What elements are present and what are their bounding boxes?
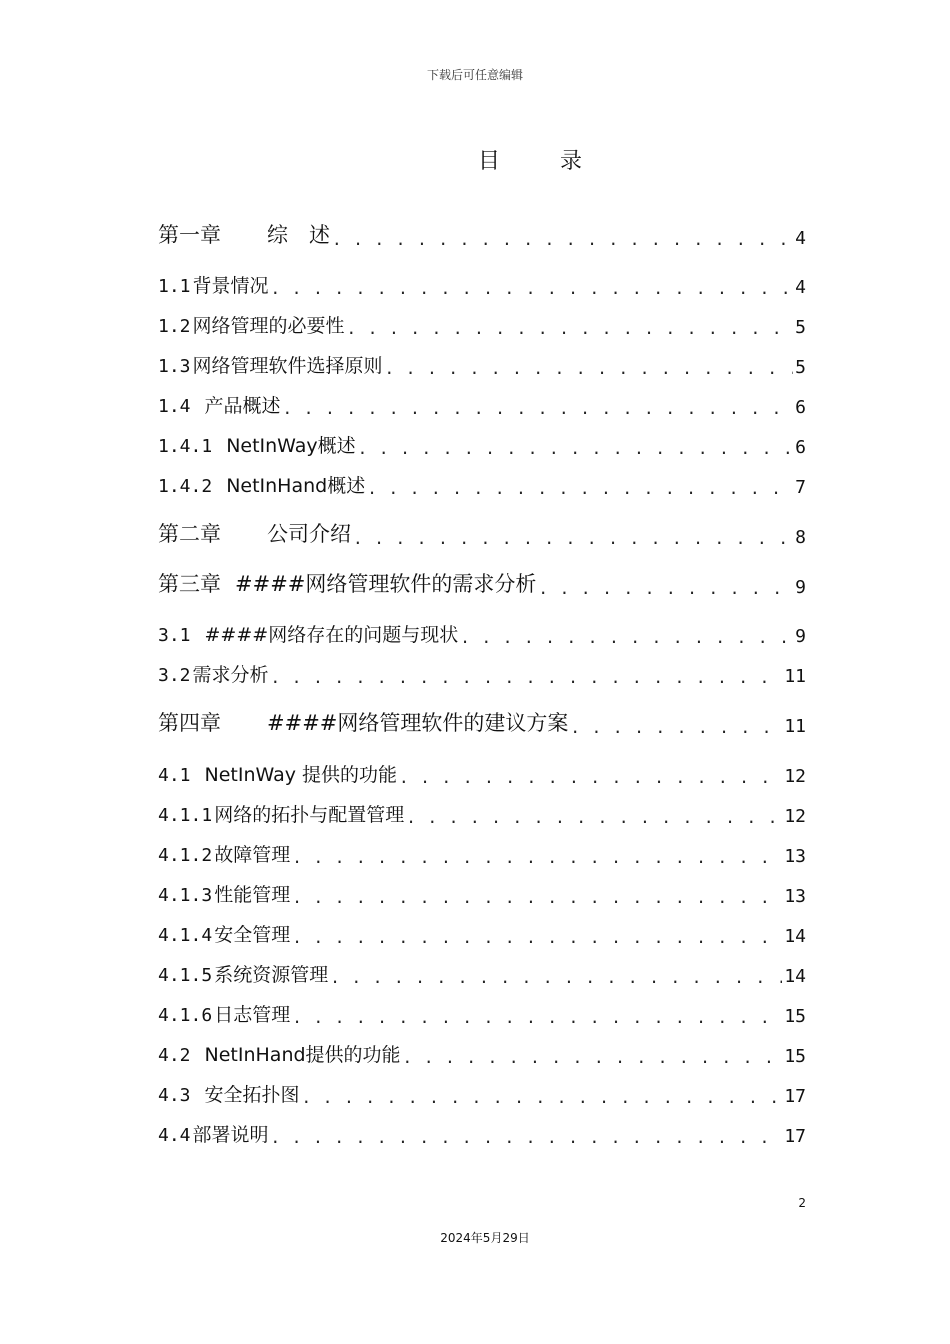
toc-entry-number: 4.3 [158,1085,191,1106]
toc-entry-page: 13 [784,846,806,867]
toc-entry[interactable] [158,1119,806,1147]
toc-entry-number: 第一章 [158,223,221,247]
toc-entry[interactable] [158,1079,806,1107]
toc-entry[interactable] [158,709,806,737]
toc-dot-leader [538,579,793,598]
toc-entry-title: 日志管理 [214,1004,291,1026]
toc-entry-number: 4.1.2 [158,845,213,866]
toc-entry-label [158,570,536,598]
toc-entry-page: 15 [784,1006,806,1027]
toc-entry[interactable] [158,919,806,947]
toc-entry[interactable] [158,759,806,787]
toc-entry-label [158,1040,401,1067]
toc-entry[interactable] [158,659,806,687]
toc-entry-title: 部署说明 [192,1124,269,1146]
toc-entry-number: 4.1.3 [158,885,213,906]
toc-dot-leader [385,359,794,378]
toc-entry-label [158,800,404,827]
toc-entry-page: 14 [784,926,806,947]
toc-entry-number: 3.1 [158,625,191,646]
toc-dot-leader [330,968,782,987]
toc-entry[interactable] [158,430,806,458]
toc-dot-leader [292,888,782,907]
toc-entry-title: NetInHand提供的功能 [204,1044,401,1066]
toc-entry-title: 综 述 [267,223,330,247]
toc-entry[interactable] [158,1039,806,1067]
toc-entry-page: 15 [784,1046,806,1067]
toc-entry-title: ####网络存在的问题与现状 [204,624,459,646]
toc-entry[interactable] [158,839,806,867]
toc-entry-page: 9 [795,626,806,647]
toc-entry-title: NetInWay概述 [226,435,356,457]
toc-dot-leader [292,928,782,947]
toc-entry-label [158,431,356,458]
toc-entry-number: 1.4.2 [158,476,213,497]
toc-entry[interactable] [158,959,806,987]
toc-entry-page: 12 [784,766,806,787]
toc-dot-leader [353,529,793,548]
toc-entry[interactable] [158,350,806,378]
toc-entry-title: 故障管理 [214,844,291,866]
toc-dot-leader [347,319,794,338]
footer-date: 2024年5月29日 [440,1231,530,1245]
toc-dot-leader [271,668,783,687]
toc-dot-leader [283,399,794,418]
toc-entry-number: 1.1 [158,276,191,297]
toc-entry-number: 1.4.1 [158,436,213,457]
toc-entry-title: 网络管理的必要性 [192,315,345,337]
toc-dot-leader [367,479,793,498]
toc-entry-title: 网络管理软件选择原则 [192,355,383,377]
toc-entry-page: 14 [784,966,806,987]
toc-entry-title: 公司介绍 [267,522,351,546]
toc-entry-number: 3.2 [158,665,191,686]
toc-entry-label [158,221,330,249]
toc-entry-number: 第三章 [158,572,221,596]
toc-entry-label [158,1120,269,1147]
toc-entry[interactable] [158,221,806,249]
toc-entry-title: 需求分析 [192,664,269,686]
toc-entry[interactable] [158,520,806,548]
toc-entry-label [158,520,351,548]
toc-entry-title: 网络的拓扑与配置管理 [214,804,405,826]
toc-entry-page: 5 [795,357,806,378]
header-note: 下载后可任意编辑 [426,68,523,82]
toc-dot-leader [358,439,794,458]
toc-entry-page: 13 [784,886,806,907]
toc-entry[interactable] [158,390,806,418]
toc-entry-page: 4 [795,277,806,298]
toc-entry-number: 4.1.1 [158,805,213,826]
toc-entry[interactable] [158,310,806,338]
toc-entry-label [158,960,328,987]
toc-dot-leader [332,230,793,249]
toc-entry-label [158,1080,300,1107]
toc-entry-number: 4.1.4 [158,925,213,946]
toc-entry-title: 背景情况 [192,275,269,297]
toc-entry-number: 1.4 [158,396,191,417]
toc-dot-leader [271,1128,783,1147]
page-number: 2 [798,1196,806,1210]
toc-entry-page: 12 [784,806,806,827]
toc-entry-number: 1.3 [158,356,191,377]
toc-entry-page: 4 [795,228,806,249]
toc-dot-leader [292,1008,782,1027]
toc-dot-leader [406,808,782,827]
toc-title: 目录 [477,149,642,174]
toc-entry-title: ####网络管理软件的需求分析 [235,572,537,596]
toc-entry-label [158,391,281,418]
toc-entry-page: 5 [795,317,806,338]
toc-dot-leader [399,768,782,787]
toc-entry-number: 4.1 [158,765,191,786]
toc-entry-label [158,620,458,647]
toc-entry-title: 系统资源管理 [214,964,329,986]
toc-entry-number: 1.2 [158,316,191,337]
toc-entry-title: 产品概述 [204,395,281,417]
toc-entry-page: 7 [795,477,806,498]
toc-dot-leader [302,1088,783,1107]
toc-entry-page: 11 [784,666,806,687]
toc-entry-number: 4.1.5 [158,965,213,986]
toc-entry-label [158,351,383,378]
toc-entry-title: NetInWay 提供的功能 [204,764,398,786]
toc-dot-leader [460,628,793,647]
toc-entry-label [158,660,269,687]
toc-dot-leader [570,718,782,737]
toc-entry-title: ####网络管理软件的建议方案 [267,711,569,735]
toc-entry-title: 安全管理 [214,924,291,946]
toc-entry[interactable] [158,879,806,907]
toc-entry-label [158,471,365,498]
toc-entry-label [158,271,269,298]
toc-dot-leader [403,1048,783,1067]
toc-entry-number: 4.1.6 [158,1005,213,1026]
toc-entry-page: 8 [795,527,806,548]
toc-entry-title: NetInHand概述 [226,475,366,497]
toc-entry-title: 性能管理 [214,884,291,906]
toc-entry-label [158,840,290,867]
toc-entry-label [158,880,290,907]
toc-entry-page: 17 [784,1126,806,1147]
toc-entry-label [158,709,568,737]
toc-entry-label [158,1000,290,1027]
toc-entry-label [158,920,290,947]
toc-entry-page: 17 [784,1086,806,1107]
toc-entry[interactable] [158,799,806,827]
toc-entry[interactable] [158,619,806,647]
toc-entry[interactable] [158,999,806,1027]
toc-entry[interactable] [158,570,806,598]
toc-entry-page: 6 [795,437,806,458]
toc-entry-label [158,760,397,787]
toc-dot-leader [292,848,782,867]
toc-entry[interactable] [158,270,806,298]
toc-entry-number: 4.2 [158,1045,191,1066]
toc-entry-label [158,311,345,338]
toc-entry-page: 6 [795,397,806,418]
toc-dot-leader [271,279,794,298]
toc-entry[interactable] [158,470,806,498]
toc-entry-title: 安全拓扑图 [204,1084,300,1106]
toc-entry-number: 第二章 [158,522,221,546]
toc-entry-page: 11 [784,716,806,737]
toc-entry-page: 9 [795,577,806,598]
toc-entry-number: 4.4 [158,1125,191,1146]
toc-entry-number: 第四章 [158,711,221,735]
